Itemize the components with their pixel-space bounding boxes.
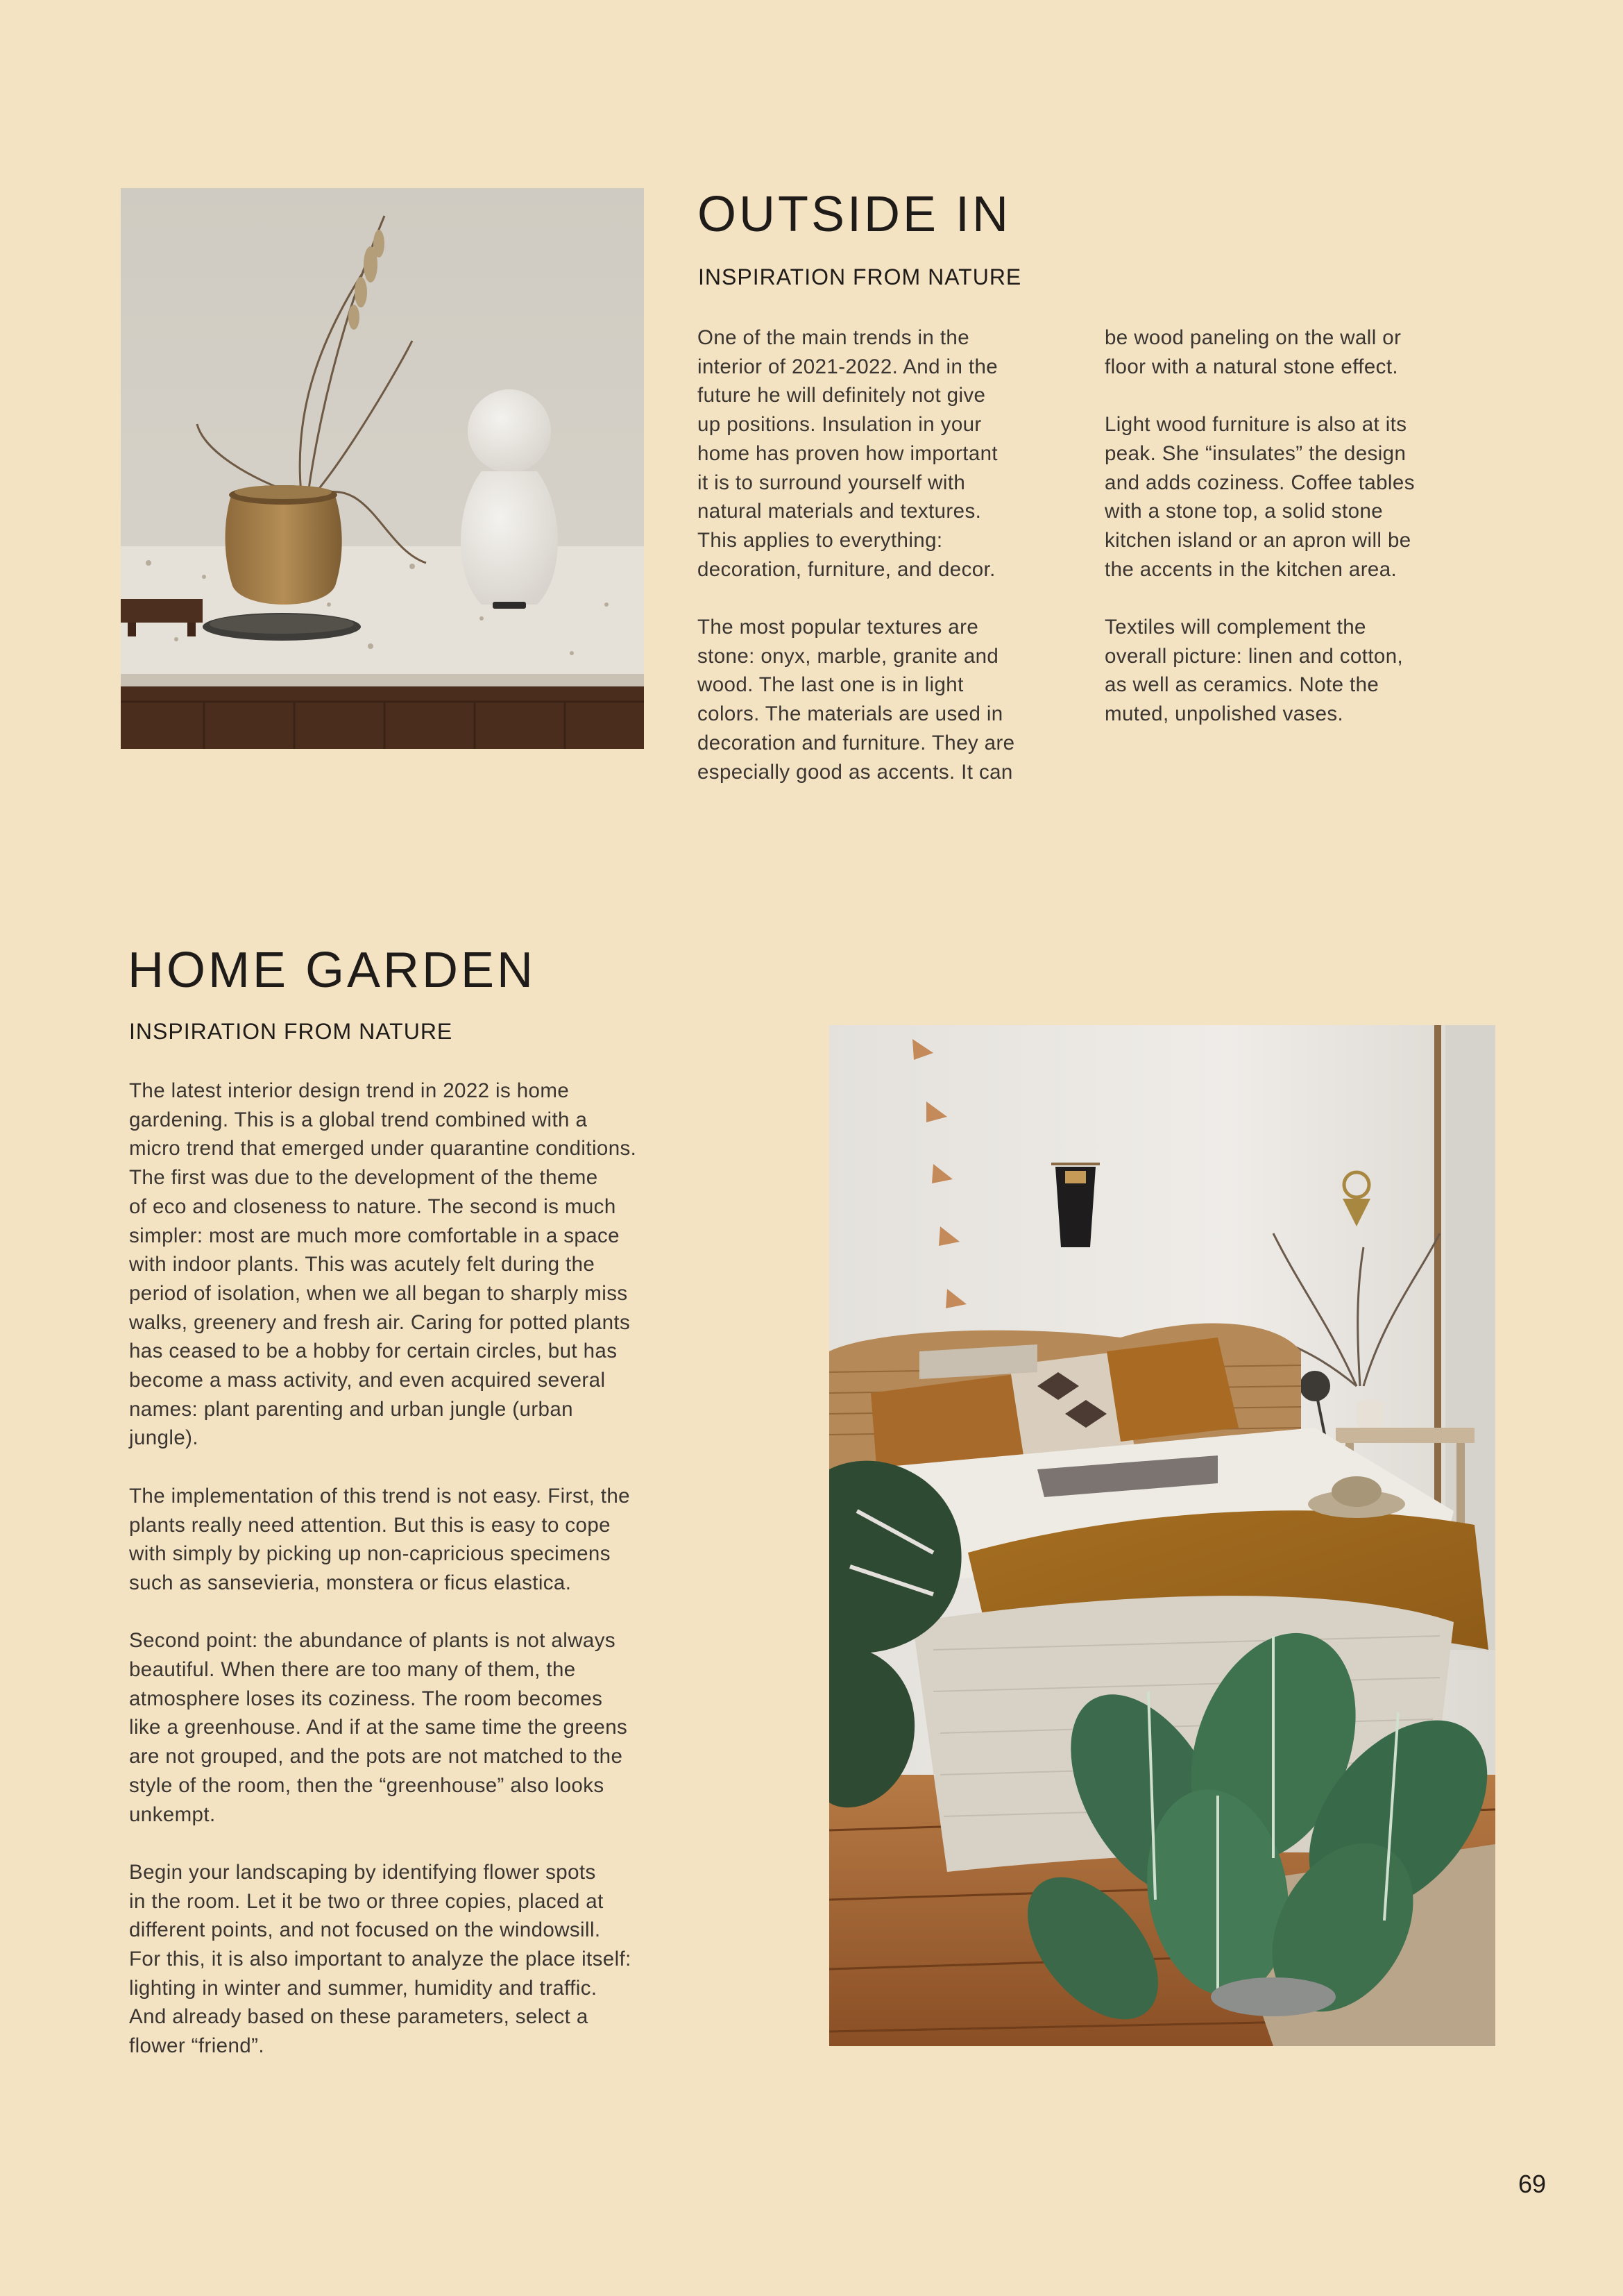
outside-in-column-2 [1105, 323, 1493, 729]
page-number: 69 [1518, 2170, 1547, 2198]
photo-vase-still-life [121, 188, 644, 749]
outside-in-paragraph: be wood paneling on the wall or floor with a natural stone effect. [1105, 326, 1402, 378]
vase-still-life-illustration [121, 188, 644, 749]
section-subtitle-home-garden: INSPIRATION FROM NATURE [129, 1019, 453, 1044]
home-garden-paragraph: The latest interior design trend in 2022 is home gardening. This is a global trend combined with a micro trend that emerged under quarantine conditions. The first was due to the development of the theme of eco and closeness to nature. The second is much simpler: most are much more comfortable in a space with indoor plants. This was acutely felt during the period of isolation, when we all began to sharply miss walks, greenery and fresh air. Caring for potted plants has ceased to be a hobby for certain circles, but has become a mass activity, and even acquired several names: plant parenting and urban jungle (urban jungle). [129, 1079, 637, 1450]
outside-in-paragraph: Textiles will complement the overall picture: linen and cotton, as well as ceramics. Note the muted, unpolished vases. [1105, 616, 1404, 726]
home-garden-paragraph: Begin your landscaping by identifying flower spots in the room. Let it be two or three copies, placed at different points, and not focused on the windowsill. For this, it is also important to analyze the place itself: lighting in winter and summer, humidity and traffic. And already based on these parameters, select a flower “friend”. [129, 1860, 631, 2058]
outside-in-paragraph: Light wood furniture is also at its peak. She “insulates” the design and adds coziness. Coffee tables with a stone top, a solid stone kitchen island or an apron will be the accents in the kitchen area. [1105, 413, 1415, 581]
outside-in-paragraph: The most popular textures are stone: onyx, marble, granite and wood. The last one is in light colors. The materials are used in decoration and furniture. They are especially good as accents. It can [697, 616, 1015, 784]
section-title-home-garden: HOME GARDEN [128, 943, 536, 998]
bedroom-plants-illustration [829, 1025, 1495, 2046]
home-garden-paragraph: The implementation of this trend is not easy. First, the plants really need attention. But this is easy to cope with simply by picking up non-capricious specimens such as sansevieria, monstera or ficus elastica. [129, 1484, 630, 1594]
outside-in-paragraph: One of the main trends in the interior of 2021-2022. And in the future he will definitely not give up positions. Insulation in your home has proven how important it is to surround yourself with natural materials and textures. This applies to everything: decoration, furniture, and decor. [697, 326, 999, 581]
home-garden-paragraph: Second point: the abundance of plants is not always beautiful. When there are too many of them, the atmosphere loses its coziness. The room becomes like a greenhouse. And if at the same time the greens are not grouped, and the pots are not matched to the style of the room, then the “greenhouse” also looks unkempt. [129, 1629, 628, 1826]
outside-in-column-1 [697, 323, 1086, 786]
section-subtitle-outside-in: INSPIRATION FROM NATURE [698, 264, 1022, 289]
section-title-outside-in: OUTSIDE IN [697, 187, 1012, 242]
home-garden-text [129, 1077, 740, 2061]
photo-bedroom-plants [829, 1025, 1495, 2046]
